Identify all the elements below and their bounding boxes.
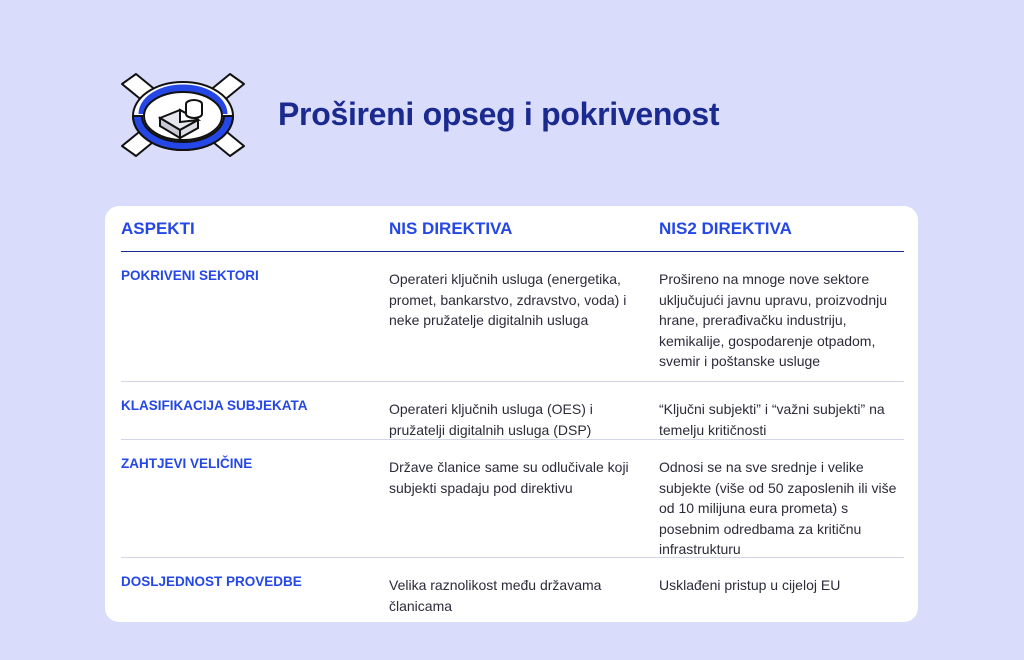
- header-nis2: NIS2 DIREKTIVA: [659, 219, 792, 238]
- row-aspect: POKRIVENI SEKTORI: [121, 268, 259, 283]
- table-row: [121, 252, 904, 382]
- row-nis: Države članice same su odlučivale koji subjekti spadaju pod direktivu: [389, 459, 629, 496]
- table-row: [121, 558, 904, 618]
- header-aspekti: ASPEKTI: [121, 219, 195, 238]
- ring-with-database-icon: [118, 70, 248, 160]
- header-nis: NIS DIREKTIVA: [389, 219, 513, 238]
- row-nis: Operateri ključnih usluga (energetika, promet, bankarstvo, zdravstvo, voda) i neke pružatelje digitalnih usluga: [389, 271, 627, 328]
- row-nis: Velika raznolikost među državama članicama: [389, 577, 602, 614]
- row-nis2: “Ključni subjekti” i “važni subjekti” na temelju kritičnosti: [659, 401, 885, 438]
- table-row: [121, 440, 904, 558]
- row-nis2: Odnosi se na sve srednje i velike subjekte (više od 50 zaposlenih ili više od 10 milijuna eura prometa) s posebnim odredbama za kritičnu infrastrukturu: [659, 459, 897, 557]
- table-row: [121, 382, 904, 440]
- row-aspect: KLASIFIKACIJA SUBJEKATA: [121, 398, 308, 413]
- row-nis: Operateri ključnih usluga (OES) i pružatelji digitalnih usluga (DSP): [389, 401, 593, 438]
- table-header: [121, 206, 904, 252]
- row-nis2: Usklađeni pristup u cijeloj EU: [659, 577, 841, 593]
- row-aspect: DOSLJEDNOST PROVEDBE: [121, 574, 302, 589]
- row-aspect: ZAHTJEVI VELIČINE: [121, 456, 253, 471]
- row-nis2: Prošireno na mnoge nove sektore uključujući javnu upravu, proizvodnju hrane, prerađivačku industriju, kemikalije, gospodarenje otpadom, svemir i poštanske usluge: [659, 271, 888, 369]
- page-title: Prošireni opseg i pokrivenost: [278, 96, 720, 132]
- comparison-table: [105, 206, 918, 622]
